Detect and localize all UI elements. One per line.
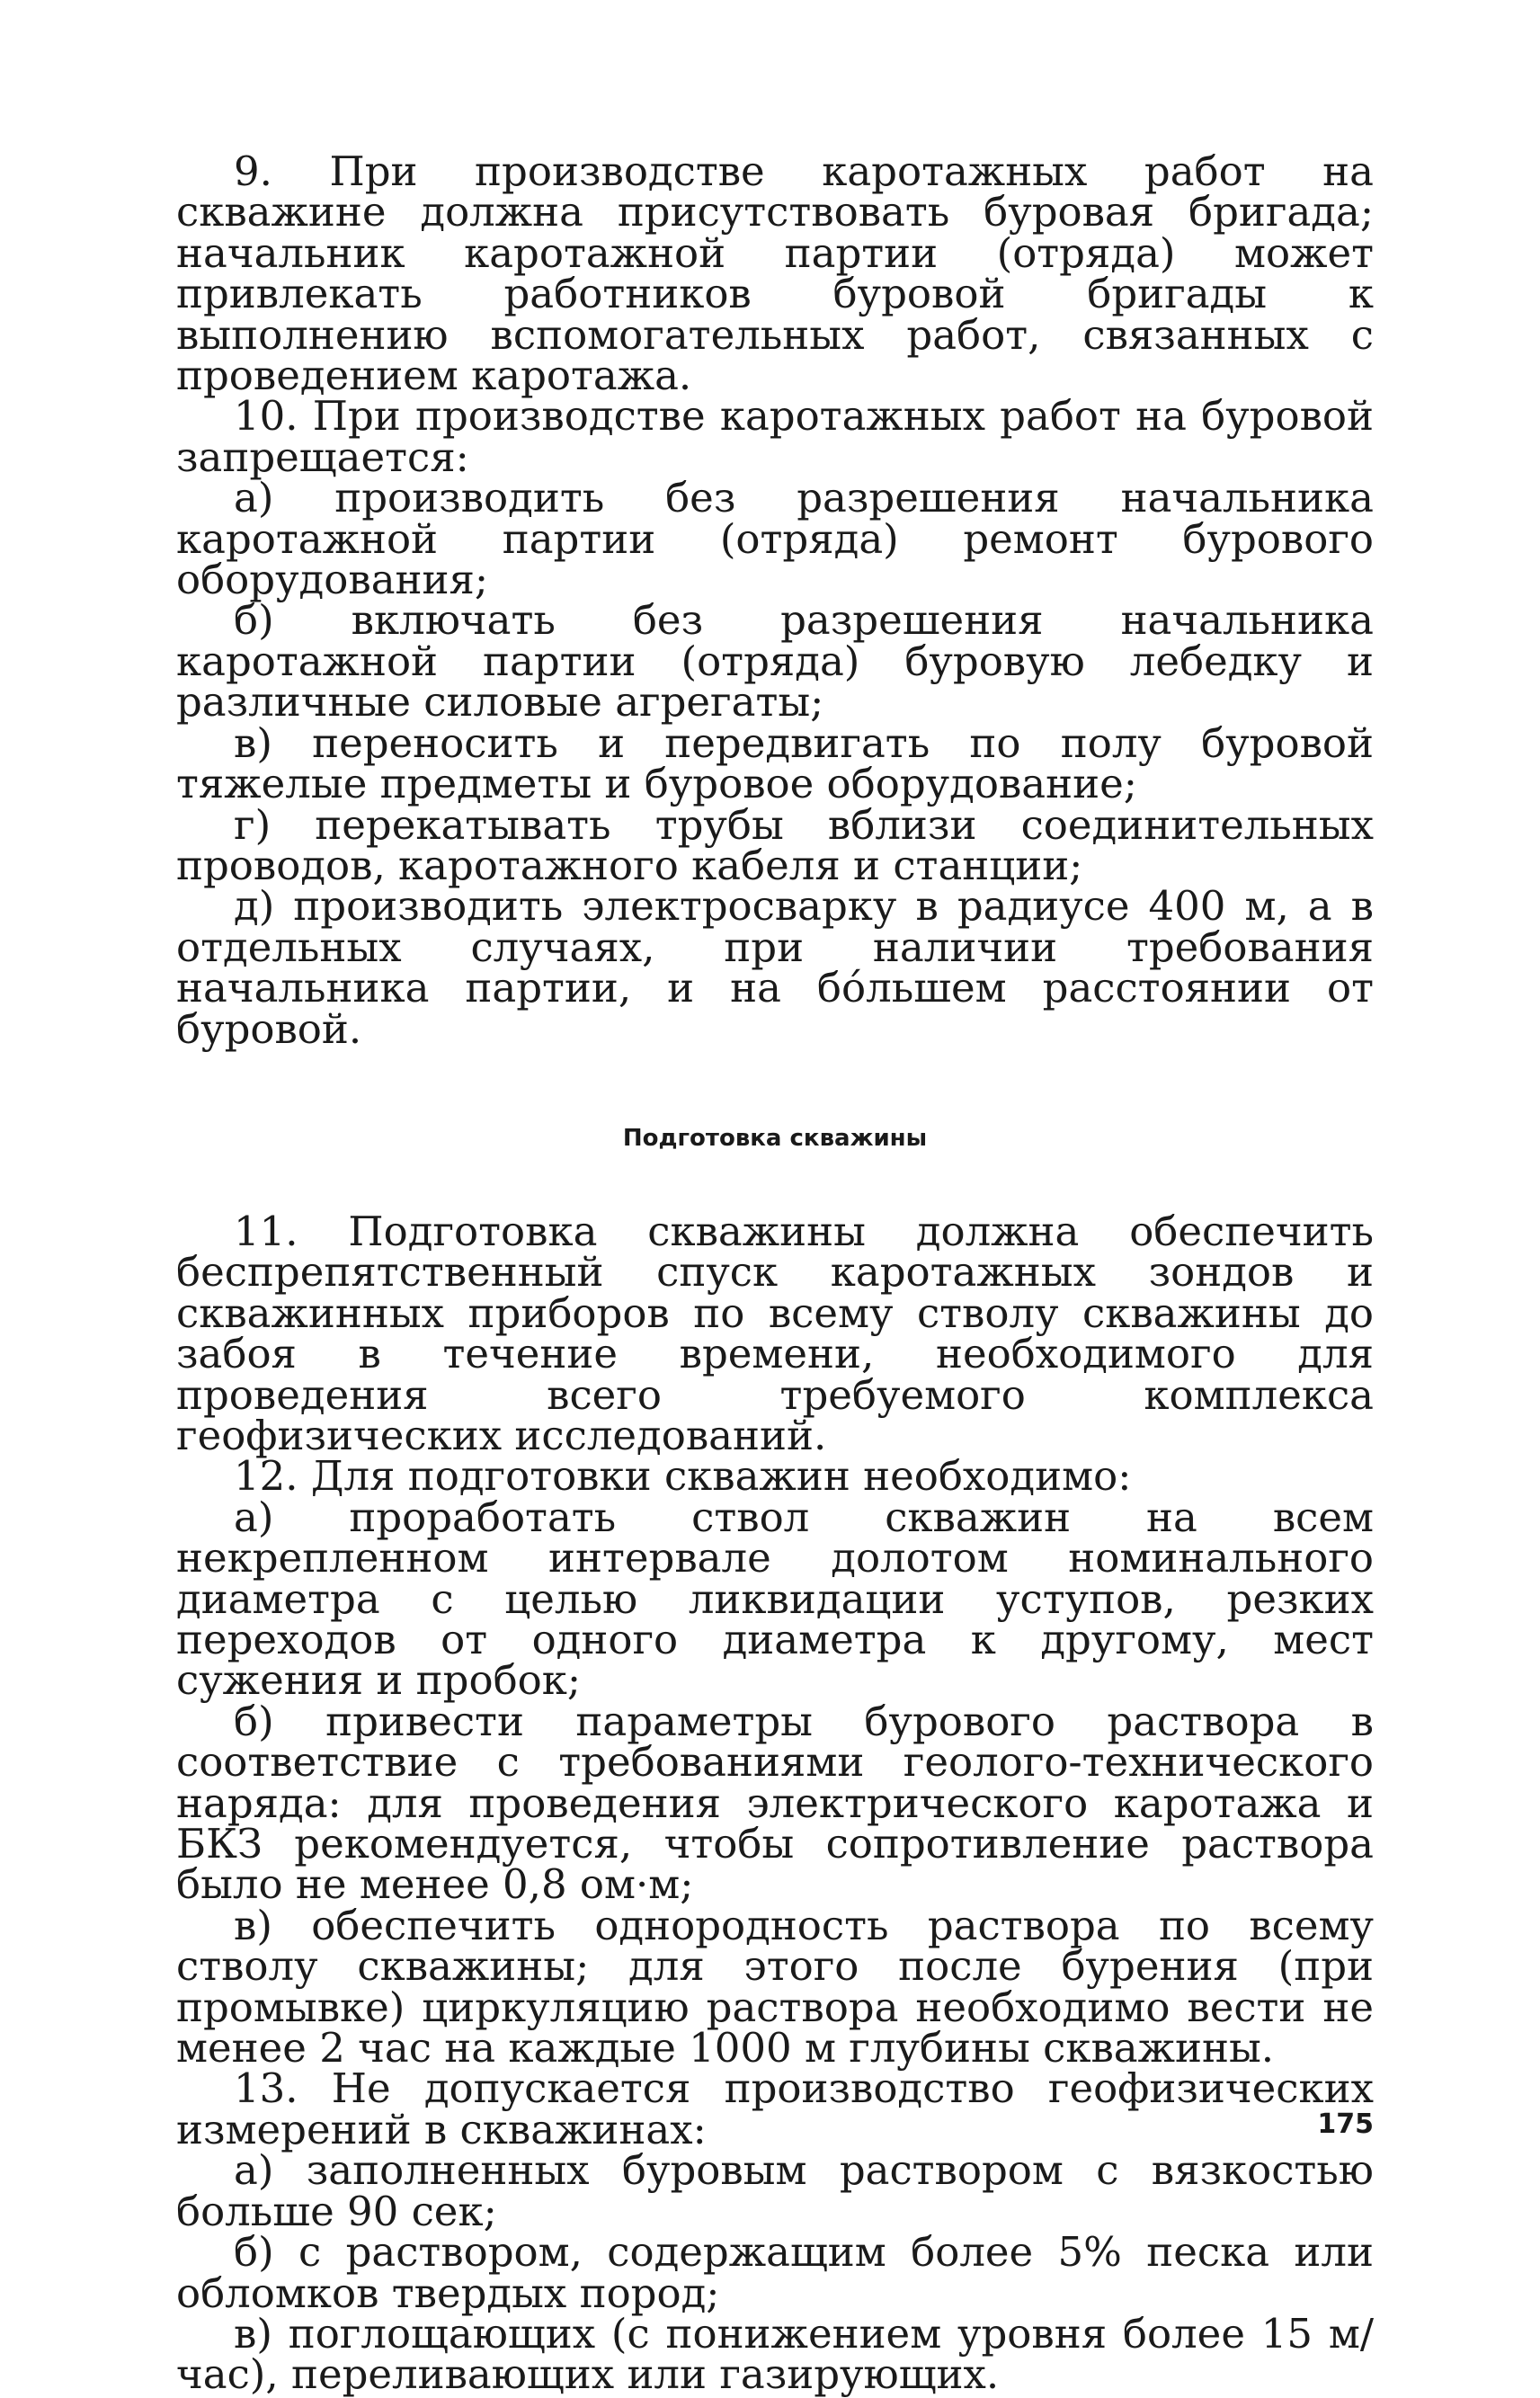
item-10g: г) перекатывать трубы вблизи соединительных проводов, каротажного кабеля и станции; (176, 800, 1374, 889)
page-body (176, 147, 1374, 2398)
paragraph-13: 13. Не допускается производство геофизических измерений в скважинах: (176, 2064, 1374, 2153)
item-13b: б) с раствором, содержащим более 5% песка или обломков твердых пород; (176, 2228, 1374, 2317)
item-12a: а) проработать ствол скважин на всем некрепленном интервале долотом номинального диаметра с целью ликвидации уступов, резких переходов от одного диаметра к другому, мест сужения и пробок; (176, 1493, 1374, 1705)
item-10a: а) производить без разрешения начальника каротажной партии (отряда) ремонт бурового оборудования; (176, 474, 1374, 604)
item-13a: а) заполненных буровым раствором с вязкостью больше 90 сек; (176, 2146, 1374, 2235)
item-12b: б) привести параметры бурового раствора в соответствие с требованиями геолого-технического наряда: для проведения электрического каротажа и БКЗ рекомендуется, чтобы сопротивление раствора было не менее 0,8 ом·м; (176, 1697, 1374, 1909)
item-10v: в) переносить и передвигать по полу буровой тяжелые предметы и буровое оборудование; (176, 718, 1374, 808)
item-10d: д) производить электросварку в радиусе 400 м, а в отдельных случаях, при наличии требования начальника партии, и на бóльшем расстоянии от буровой. (176, 882, 1374, 1053)
item-12v: в) обеспечить однородность раствора по всему стволу скважины; для этого после бурения (при промывке) циркуляцию раствора необходимо вести не менее 2 час на каждые 1000 м глубины скважины. (176, 1901, 1374, 2073)
paragraph-9: 9. При производстве каротажных работ на скважине должна присутствовать буровая бригада; начальник каротажной партии (отряда) может привлекать работников буровой бригады к выполнению вспомогательных работ, связанных с проведением каротажа. (176, 147, 1374, 400)
paragraph-12: 12. Для подготовки скважин необходимо: (234, 1452, 1132, 1501)
item-10b: б) включать без разрешения начальника каротажной партии (отряда) буровую лебедку и различные силовые агрегаты; (176, 596, 1374, 727)
page-number: 175 (1317, 2108, 1374, 2140)
paragraph-10: 10. При производстве каротажных работ на буровой запрещается: (176, 392, 1374, 481)
item-13v: в) поглощающих (с понижением уровня более 15 м/час), переливающих или газирующих. (176, 2309, 1374, 2398)
paragraph-11: 11. Подготовка скважины должна обеспечить беспрепятственный спуск каротажных зондов и скважинных приборов по всему стволу скважины до забоя в течение времени, необходимого для проведения всего требуемого комплекса геофизических исследований. (176, 1207, 1374, 1459)
section-heading: Подготовка скважины (622, 1124, 928, 1152)
